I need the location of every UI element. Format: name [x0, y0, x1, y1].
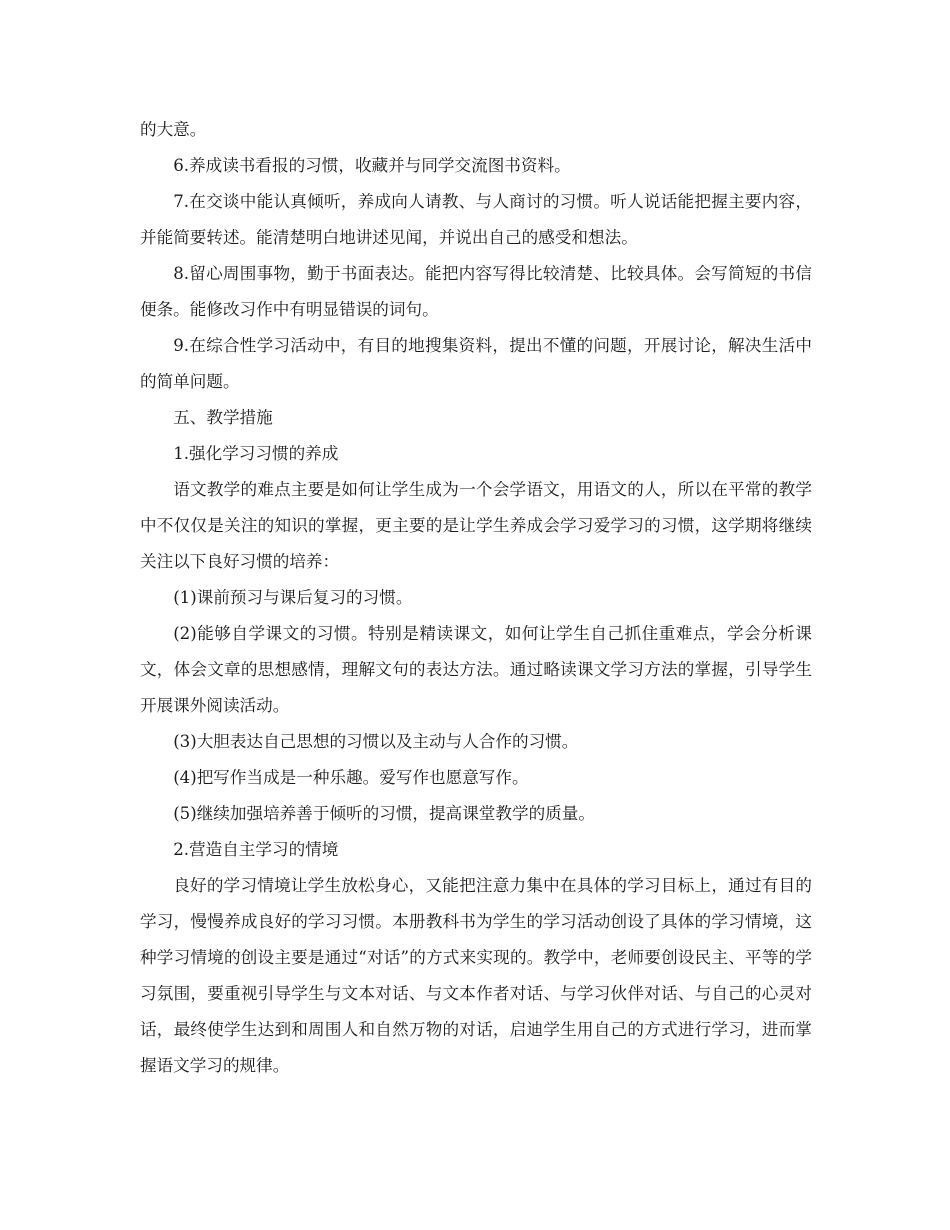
paragraph-item-8: 8.留心周围事物，勤于书面表达。能把内容写得比较清楚、比较具体。会写简短的书信便条。能修改习作中有明显错误的词句。 [140, 264, 812, 319]
paragraph-continuation: 的大意。 [140, 120, 207, 139]
document-body [140, 112, 812, 1084]
paragraph-habits-intro: 语文教学的难点主要是如何让学生成为一个会学语文，用语文的人，所以在平常的教学中不仅仅是关注的知识的掌握，更主要的是让学生养成会学习爱学习的习惯，这学期将继续关注以下良好习惯的培养： [140, 480, 812, 571]
list-item-1: (1)课前预习与课后复习的习惯。 [173, 588, 413, 607]
subheading-habits: 1.强化学习习惯的养成 [173, 444, 339, 463]
list-item-4: (4)把写作当成是一种乐趣。爱写作也愿意写作。 [173, 768, 529, 787]
list-item-5: (5)继续加强培养善于倾听的习惯，提高课堂教学的质量。 [173, 804, 595, 823]
list-item-2: (2)能够自学课文的习惯。特别是精读课文，如何让学生自己抓住重难点，学会分析课文，体会文章的思想感情，理解文句的表达方法。通过略读课文学习方法的掌握，引导学生开展课外阅读活动。 [140, 624, 812, 715]
section-heading-teaching-measures: 五、教学措施 [173, 408, 273, 427]
list-item-3: (3)大胆表达自己思想的习惯以及主动与人合作的习惯。 [173, 732, 579, 751]
paragraph-item-6: 6.养成读书看报的习惯，收藏并与同学交流图书资料。 [173, 156, 571, 175]
paragraph-item-9: 9.在综合性学习活动中，有目的地搜集资料，提出不懂的问题，开展讨论，解决生活中的简单问题。 [140, 336, 812, 391]
paragraph-item-7: 7.在交谈中能认真倾听，养成向人请教、与人商讨的习惯。听人说话能把握主要内容，并能简要转述。能清楚明白地讲述见闻，并说出自己的感受和想法。 [140, 192, 812, 247]
subheading-learning-context: 2.营造自主学习的情境 [173, 840, 339, 859]
paragraph-learning-context: 良好的学习情境让学生放松身心，又能把注意力集中在具体的学习目标上，通过有目的学习，慢慢养成良好的学习习惯。本册教科书为学生的学习活动创设了具体的学习情境，这种学习情境的创设主要是通过“对话”的方式来实现的。教学中，老师要创设民主、平等的学习氛围，要重视引导学生与文本对话、与文本作者对话、与学习伙伴对话、与自己的心灵对话，最终使学生达到和周围人和自然万物的对话，启迪学生用自己的方式进行学习，进而掌握语文学习的规律。 [140, 876, 812, 1075]
